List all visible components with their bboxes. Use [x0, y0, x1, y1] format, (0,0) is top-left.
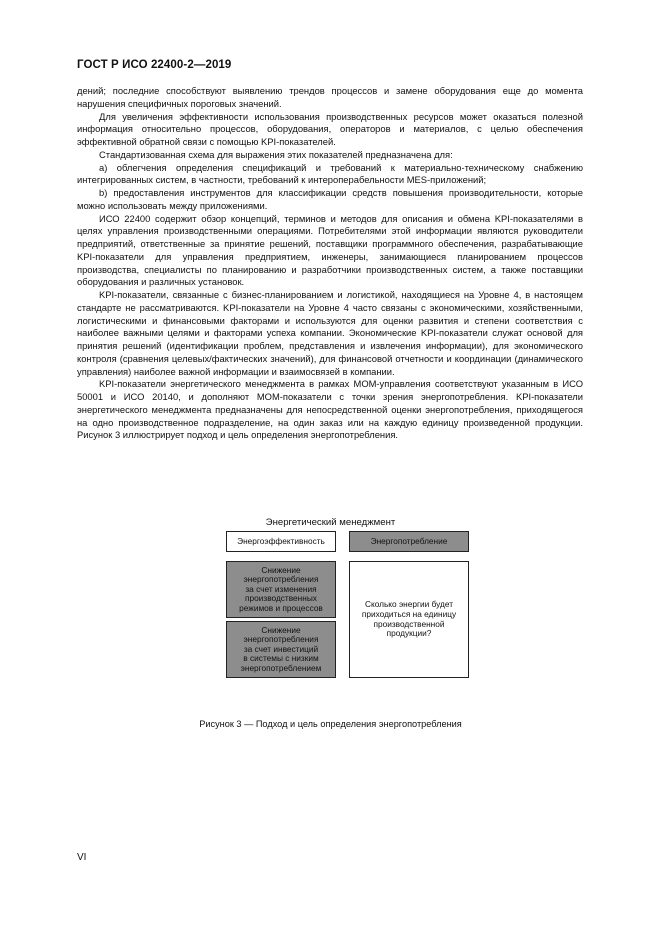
energy-per-unit-question-box [349, 561, 469, 678]
paragraph: дений; последние способствуют выявлению трендов процессов и замене оборудования еще до момента нарушения специфичных пороговых значений. [77, 85, 583, 109]
list-item-b: b) предоставления инструментов для классификации средств повышения производительности, которые можно использовать между приложениями. [77, 187, 583, 211]
paragraph: Для увеличения эффективности использования производственных ресурсов может оказаться полезной информация относительно процессов, оборудования, операторов и материалов, с целью обеспечения эффективной обратной связи с помощью KPI-показателей. [77, 110, 583, 147]
figure-title: Энергетический менеджмент [265, 517, 396, 528]
figure-caption: Рисунок 3 — Подход и цель определения энергопотребления [199, 719, 462, 729]
box-line: производственных [245, 593, 317, 604]
reduction-by-investment-text [241, 626, 322, 674]
box-line: энергопотребления [243, 634, 319, 645]
paragraph: Стандартизованная схема для выражения этих показателей предназначена для: [99, 148, 453, 160]
box-line: в системы с низким [243, 653, 319, 664]
box-line: энергопотреблением [240, 662, 322, 673]
box-line: режимов и процессов [239, 602, 323, 613]
energy-consumption-box [349, 531, 469, 552]
list-item-a: a) облегчения определения спецификаций и требований к материально-техническому снабжению интегрированных систем, в частности, требований к интероперабельности MES-приложений; [77, 161, 583, 186]
box-line: продукции? [386, 628, 432, 639]
box-line: приходиться на единицу [361, 608, 457, 619]
box-line: производственной [373, 618, 445, 629]
box-line: Снижение [261, 624, 301, 635]
document-header: ГОСТ Р ИСО 22400-2—2019 [77, 59, 232, 71]
reduction-by-modes-box [226, 561, 336, 618]
box-line: энергопотребления [243, 574, 319, 585]
paragraph: KPI-показатели энергетического менеджмента в рамках MOM-управления соответствуют указанным в ИСО 50001 и ИСО 20140, и дополняют MOM-показатели с точки зрения энергопотребления. KPI-показатели энергетического менеджмента предназначены для непосредственной оценки энергопотребления, приходящегося на одно производственное подразделение, на один заказ или на каждую единицу произведенной продукции. Рисунок 3 иллюстрирует подход и цель определения энергопотребления. [77, 378, 583, 441]
energy-per-unit-question-text [362, 600, 456, 638]
page-number: VI [77, 852, 87, 863]
body-text [77, 85, 583, 442]
box-line: Сколько энергии будет [364, 599, 454, 610]
box-line: Снижение [261, 564, 301, 575]
paragraph: KPI-показатели, связанные с бизнес-планированием и логистикой, находящиеся на Уровне 4, в настоящем стандарте не рассматриваются. KPI-показатели на Уровне 4 часто связаны с экономическими, хозяйственными, логистическими и финансовыми факторами и используются для оценки развития и степени соответствия с наиболее важными целями и факторами успеха компании. Экономические KPI-показатели служат основой для принятия решений (идентификации проблем, представления и извлечения информации), для экономического контроля (сравнения целевых/фактических значений), для финансовой отчетности и координации (динамического управления) наиболее важной информации и взаимосвязей в компании. [77, 289, 583, 377]
box-line: за счет инвестиций [243, 643, 319, 654]
box-line: за счет изменения [245, 583, 317, 594]
energy-efficiency-box [226, 531, 336, 552]
paragraph: ИСО 22400 содержит обзор концепций, терминов и методов для описания и обмена KPI-показателями в целях управления производственными операциями. Потребителями этой информации являются руководители предприятий, ответственные за принятие решений, поставщики программного обеспечения, разрабатывающие KPI-показатели для управления предприятием, инженеры, занимающиеся планированием процессов производства, специалисты по планированию и разработчики производственных систем, а также поставщики оборудования и различных установок. [77, 212, 583, 288]
energy-efficiency-label: Энергоэффективность [237, 535, 325, 546]
reduction-by-investment-box [226, 621, 336, 678]
reduction-by-modes-text [239, 566, 323, 614]
energy-consumption-label: Энергопотребление [370, 535, 448, 546]
